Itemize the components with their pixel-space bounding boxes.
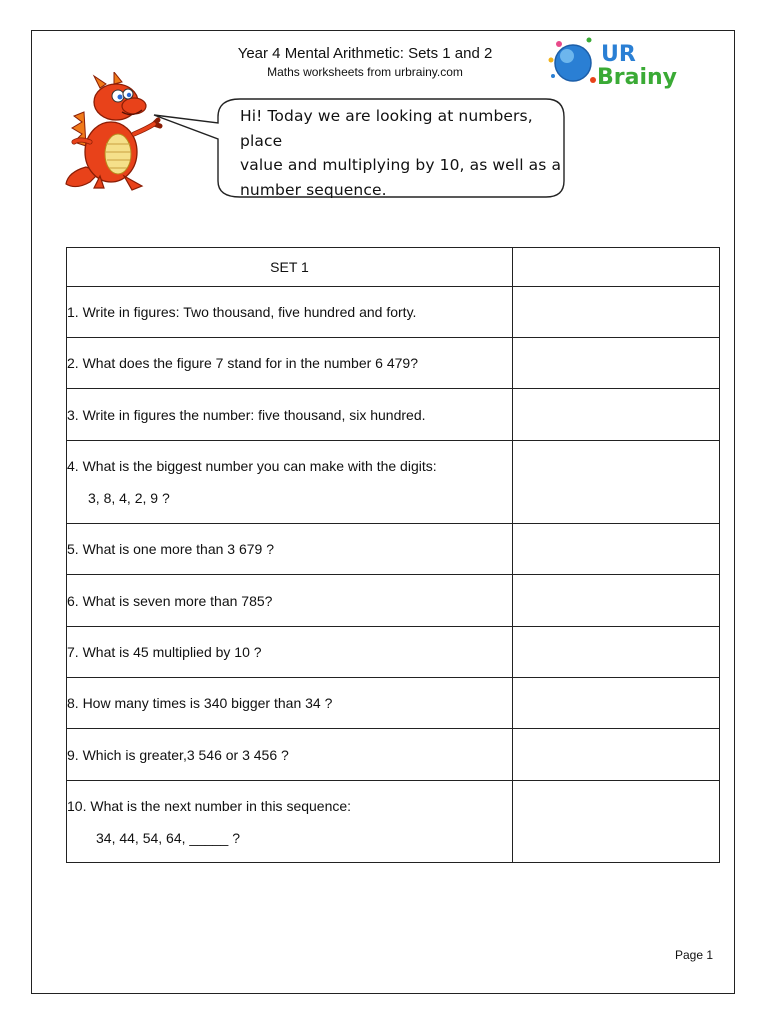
question-text: 6. What is seven more than 785? bbox=[67, 575, 513, 627]
answer-cell[interactable] bbox=[513, 248, 720, 287]
table-row bbox=[67, 441, 720, 524]
question-text: 5. What is one more than 3 679 ? bbox=[67, 524, 513, 575]
speech-line: number sequence. bbox=[240, 180, 387, 199]
answer-cell[interactable] bbox=[513, 287, 720, 338]
page-number: Page 1 bbox=[675, 948, 714, 962]
answer-cell[interactable] bbox=[513, 575, 720, 627]
table-row bbox=[67, 627, 720, 678]
speech-line: Hi! Today we are looking at numbers, place bbox=[240, 107, 533, 150]
urbrainy-logo bbox=[545, 34, 695, 92]
question-text: 3. Write in figures the number: five thousand, six hundred. bbox=[67, 389, 513, 441]
question-text: 4. What is the biggest number you can make with the digits: bbox=[67, 458, 437, 474]
table-header-row bbox=[67, 248, 720, 287]
answer-cell[interactable] bbox=[513, 441, 720, 524]
answer-cell[interactable] bbox=[513, 729, 720, 781]
worksheet-title: Year 4 Mental Arithmetic: Sets 1 and 2 bbox=[237, 45, 493, 62]
question-text: 2. What does the figure 7 stand for in the number 6 479? bbox=[67, 338, 513, 389]
question-text: 7. What is 45 multiplied by 10 ? bbox=[67, 627, 513, 678]
table-row bbox=[67, 678, 720, 729]
table-row bbox=[67, 524, 720, 575]
table-row bbox=[67, 729, 720, 781]
speech-line: value and multiplying by 10, as well as a bbox=[240, 156, 562, 174]
table-row bbox=[67, 338, 720, 389]
answer-cell[interactable] bbox=[513, 338, 720, 389]
table-row bbox=[67, 287, 720, 338]
answer-cell[interactable] bbox=[513, 627, 720, 678]
logo-text-brainy: Brainy bbox=[597, 65, 678, 90]
logo-text-ur: UR bbox=[601, 42, 636, 67]
answer-cell[interactable] bbox=[513, 389, 720, 441]
worksheet-subtitle: Maths worksheets from urbrainy.com bbox=[267, 65, 463, 79]
answer-cell[interactable] bbox=[513, 524, 720, 575]
speech-bubble-text bbox=[240, 104, 570, 202]
question-text: 10. What is the next number in this sequence: bbox=[67, 797, 352, 814]
answer-cell[interactable] bbox=[513, 781, 720, 863]
question-text: 1. Write in figures: Two thousand, five hundred and forty. bbox=[67, 287, 513, 338]
question-sequence: 34, 44, 54, 64, _____ ? bbox=[96, 829, 241, 846]
answer-cell[interactable] bbox=[513, 678, 720, 729]
question-cell bbox=[67, 441, 513, 524]
question-cell bbox=[67, 781, 513, 863]
question-text: 9. Which is greater,3 546 or 3 456 ? bbox=[67, 729, 513, 781]
question-text: 8. How many times is 340 bigger than 34 ? bbox=[67, 678, 513, 729]
table-row bbox=[67, 389, 720, 441]
set-label: SET 1 bbox=[67, 248, 513, 287]
question-table bbox=[66, 247, 720, 863]
question-digits: 3, 8, 4, 2, 9 ? bbox=[88, 490, 170, 506]
table-row bbox=[67, 781, 720, 863]
table-row bbox=[67, 575, 720, 627]
